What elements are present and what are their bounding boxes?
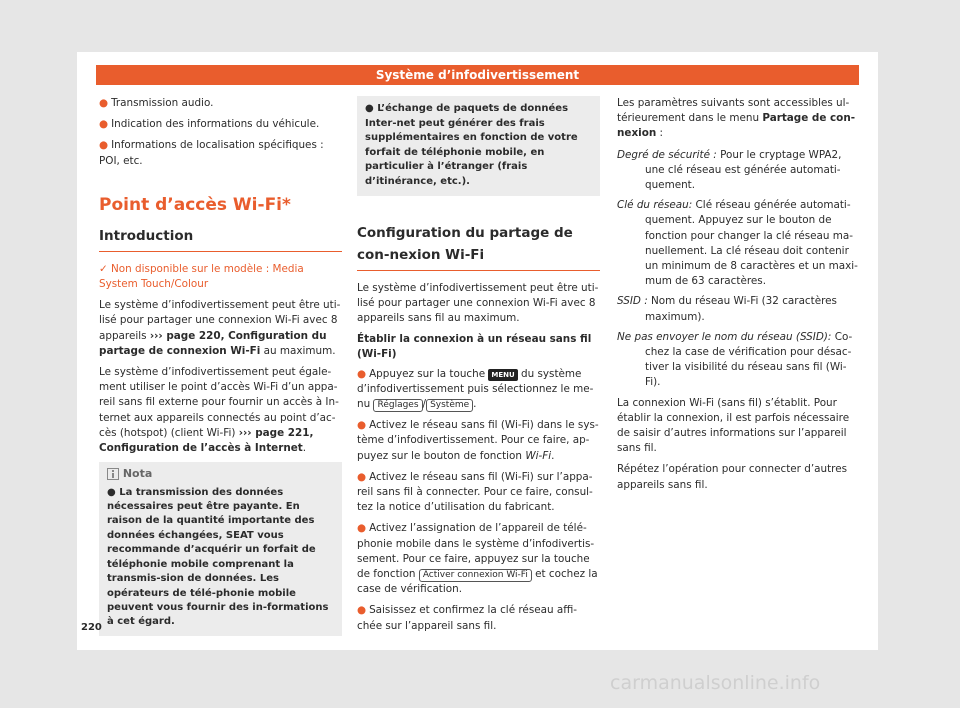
subsection-title: Introduction bbox=[99, 225, 342, 252]
list-item: ● Appuyez sur la touche MENU du système d’infodivertissement puis sélectionnez le me-nu Réglages / Système . bbox=[357, 367, 594, 410]
procedure-title: Établir la connexion à un réseau sans fil (Wi-Fi) bbox=[357, 333, 592, 361]
paragraph: Le système d’infodivertissement peut être uti-lisé pour partager une connexion Wi-Fi avec 8 appareils sans fil au maximum. bbox=[357, 281, 599, 324]
bullet-icon: ● bbox=[107, 486, 120, 498]
bullet-icon: ● bbox=[99, 118, 109, 131]
note-box bbox=[99, 462, 342, 635]
bullet-icon: ● bbox=[357, 470, 367, 483]
bullet-icon: ● bbox=[365, 103, 378, 114]
paragraph: Répétez l’opération pour connecter d’autres appareils sans fil. bbox=[617, 463, 848, 491]
paragraph: Le système d’infodivertissement peut égale-ment utiliser le point d’accès Wi-Fi d’un appa-reil sans fil externe pour fournir un accès à In-ternet aux appareils connectés au point d’ac-cès (hotspot) (client Wi-Fi) ››› page 221, Configuration de l’accès à Internet. bbox=[99, 366, 339, 455]
column-2 bbox=[357, 96, 600, 640]
page-header: Système d’infodivertissement bbox=[96, 65, 859, 85]
column-1 bbox=[99, 96, 342, 636]
definition-item: Ne pas envoyer le nom du réseau (SSID): Co-chez la case de vérification pour désac-tiver la visibilité du réseau sans fil (Wi-Fi). bbox=[617, 330, 853, 389]
section-title: Point d’accès Wi-Fi* bbox=[99, 194, 291, 215]
list-item: ● Saisissez et confirmez la clé réseau affi-chée sur l’appareil sans fil. bbox=[357, 604, 578, 632]
reglages-button[interactable]: Réglages bbox=[373, 399, 422, 412]
activer-wifi-button[interactable]: Activer connexion Wi-Fi bbox=[419, 569, 532, 582]
list-item: ● Indication des informations du véhicule. bbox=[99, 118, 320, 131]
paragraph: Le système d’infodivertissement peut être uti-lisé pour partager une connexion Wi-Fi avec 8 appareils ››› page 220, Configuration du partage de connexion Wi-Fi au maximum. bbox=[99, 299, 341, 357]
bullet-icon: ● bbox=[99, 139, 109, 152]
list-item: ● La transmission des données nécessaires peut être payante. En raison de la quantité importante des données échangées, SEAT vous recommande d’acquérir un forfait de téléphonie mobile comprenant la transmis-sion de données. Les opérateurs de télé-phonie mobile peuvent vous fournir des in-formations à cet égard. bbox=[107, 486, 329, 628]
definition-item: SSID : Nom du réseau Wi-Fi (32 caractères maximum). bbox=[617, 295, 837, 323]
definition-item: Degré de sécurité : Pour le cryptage WPA2, une clé réseau est générée automati-quement. bbox=[617, 148, 842, 192]
definition-item: Clé du réseau: Clé réseau générée automati-quement. Appuyez sur le bouton de fonction pour changer la clé réseau ma-nuellement. La clé réseau doit contenir un minimum de 8 caractères et un maxi-mum de 63 caractères. bbox=[617, 199, 858, 288]
paragraph: La connexion Wi-Fi (sans fil) s’établit. Pour établir la connexion, il est parfois nécessaire de saisir d’autres informations sur l’appareil sans fil. bbox=[617, 396, 850, 455]
subsection-title: Configuration du partage de con-nexion Wi-Fi bbox=[357, 216, 600, 271]
list-item: ● Activez le réseau sans fil (Wi-Fi) dans le sys-tème d’infodivertissement. Pour ce faire, ap-puyez sur le bouton de fonction Wi-Fi. bbox=[357, 419, 599, 462]
warning-box: ● L’échange de paquets de données Inter-net peut générer des frais supplémentaires en fonction de votre forfait de téléphonie mobile, en particulier à l’étranger (frais d’itinérance, etc.). bbox=[357, 96, 600, 196]
bullet-icon: ● bbox=[357, 604, 367, 617]
info-icon bbox=[107, 467, 119, 480]
list-item: ● Activez l’assignation de l’appareil de télé-phonie mobile dans le système d’infodivertis-sement. Pour ce faire, appuyez sur la touche de fonction Activer connexion Wi-Fi et cochez la case de vérification. bbox=[357, 522, 598, 596]
check-icon: ✓ bbox=[99, 262, 108, 275]
page-reference-link[interactable]: ››› page 221, Configuration de l’accès à Internet bbox=[99, 426, 314, 455]
note-header: Nota bbox=[107, 467, 334, 481]
list-item: ● Transmission audio. bbox=[99, 97, 214, 109]
column-3 bbox=[617, 96, 859, 499]
bullet-icon: ● bbox=[357, 367, 367, 380]
menu-key-icon: MENU bbox=[488, 369, 517, 381]
availability-note: ✓ Non disponible sur le modèle : Media System Touch/Colour bbox=[99, 262, 304, 291]
bullet-icon: ● bbox=[357, 522, 367, 535]
watermark: carmanualsonline.info bbox=[610, 672, 821, 694]
list-item: ● Informations de localisation spécifiques : POI, etc. bbox=[99, 139, 324, 167]
bullet-icon: ● bbox=[357, 419, 367, 432]
systeme-button[interactable]: Système bbox=[426, 399, 473, 412]
bullet-icon: ● bbox=[99, 97, 109, 109]
page-number: 220 bbox=[81, 622, 102, 633]
paragraph: Les paramètres suivants sont accessibles ul-térieurement dans le menu Partage de con-nexion : bbox=[617, 97, 856, 140]
manual-page bbox=[77, 52, 878, 650]
list-item: ● Activez le réseau sans fil (Wi-Fi) sur l’appa-reil sans fil à connecter. Pour ce faire, consul-tez la notice d’utilisation du fabricant. bbox=[357, 470, 593, 514]
page-reference-link[interactable]: ››› page 220, Configuration du partage de connexion Wi-Fi bbox=[99, 329, 327, 357]
